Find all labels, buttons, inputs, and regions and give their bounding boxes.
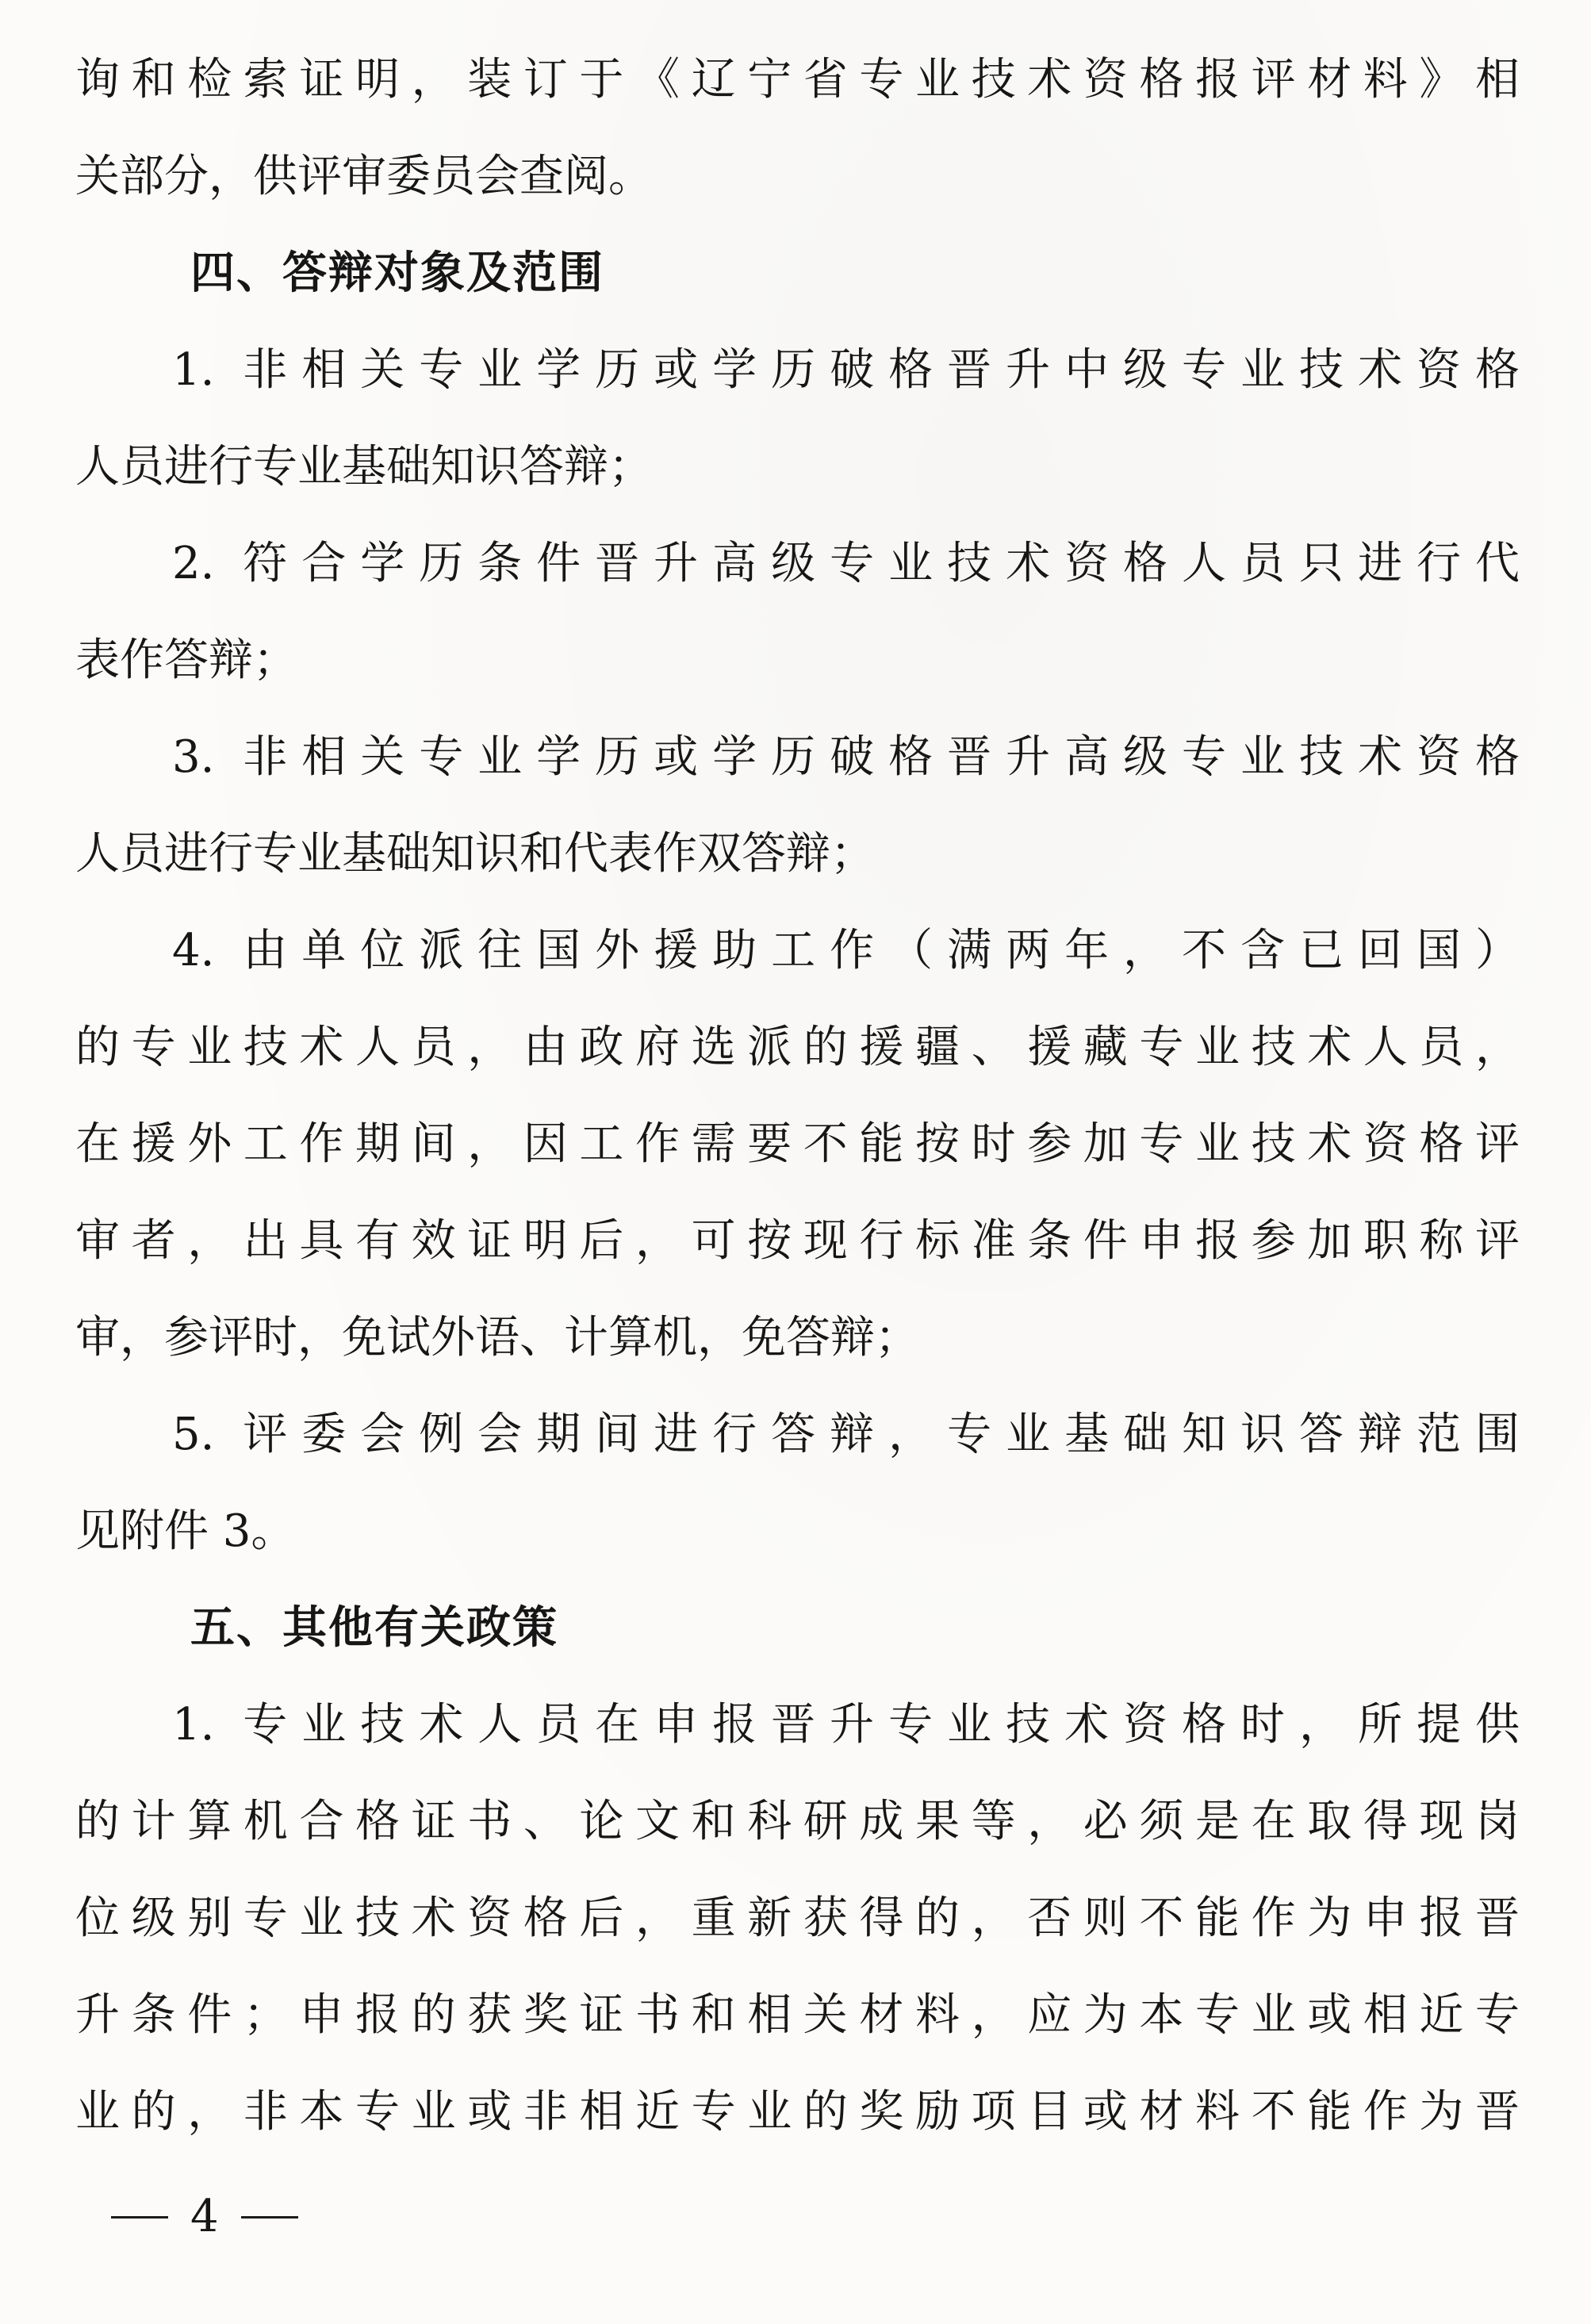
text-line-02: 关部分，供评审委员会查阅。	[75, 151, 653, 202]
text-line-07: 表作答辩；	[75, 635, 297, 686]
text-line-13: 审者，出具有效证明后，可按现行标准条件申报参加职称评	[75, 1215, 1520, 1267]
text-line-18: 1. 专业技术人员在申报晋升专业技术资格时，所提供	[172, 1699, 1520, 1751]
text-line-15: 5. 评委会例会期间进行答辩，专业基础知识答辩范围	[172, 1409, 1520, 1460]
section-heading-4: 四、答辩对象及范围	[190, 247, 604, 299]
text-line-06: 2. 符合学历条件晋升高级专业技术资格人员只进行代	[172, 538, 1520, 589]
section-heading-5: 五、其他有关政策	[190, 1602, 558, 1654]
text-line-08: 3. 非相关专业学历或学历破格晋升高级专业技术资格	[172, 731, 1520, 783]
page-number-left-dash	[111, 2216, 168, 2219]
text-line-04: 1. 非相关专业学历或学历破格晋升中级专业技术资格	[172, 344, 1520, 396]
text-line-05: 人员进行专业基础知识答辩；	[75, 441, 653, 493]
page-number-value: 4	[190, 2191, 219, 2242]
text-line-19: 的计算机合格证书、论文和科研成果等，必须是在取得现岗	[75, 1796, 1520, 1847]
text-line-16: 见附件 3。	[75, 1505, 296, 1557]
text-line-22: 业的，非本专业或非相近专业的奖励项目或材料不能作为晋	[75, 2086, 1520, 2138]
text-line-12: 在援外工作期间，因工作需要不能按时参加专业技术资格评	[75, 1118, 1520, 1170]
text-line-09: 人员进行专业基础知识和代表作双答辩；	[75, 828, 875, 880]
text-line-14: 审，参评时，免试外语、计算机，免答辩；	[75, 1312, 919, 1363]
text-line-11: 的专业技术人员，由政府选派的援疆、援藏专业技术人员，	[75, 1022, 1520, 1073]
text-line-21: 升条件；申报的获奖证书和相关材料，应为本专业或相近专	[75, 1989, 1520, 2041]
text-line-01: 询和检索证明，装订于《辽宁省专业技术资格报评材料》相	[75, 54, 1520, 105]
page-number-right-dash	[241, 2216, 298, 2219]
text-line-20: 位级别专业技术资格后，重新获得的，否则不能作为申报晋	[75, 1893, 1520, 1944]
text-line-10: 4. 由单位派往国外援助工作（满两年，不含已回国）	[172, 925, 1520, 976]
page-number	[111, 2181, 298, 2253]
